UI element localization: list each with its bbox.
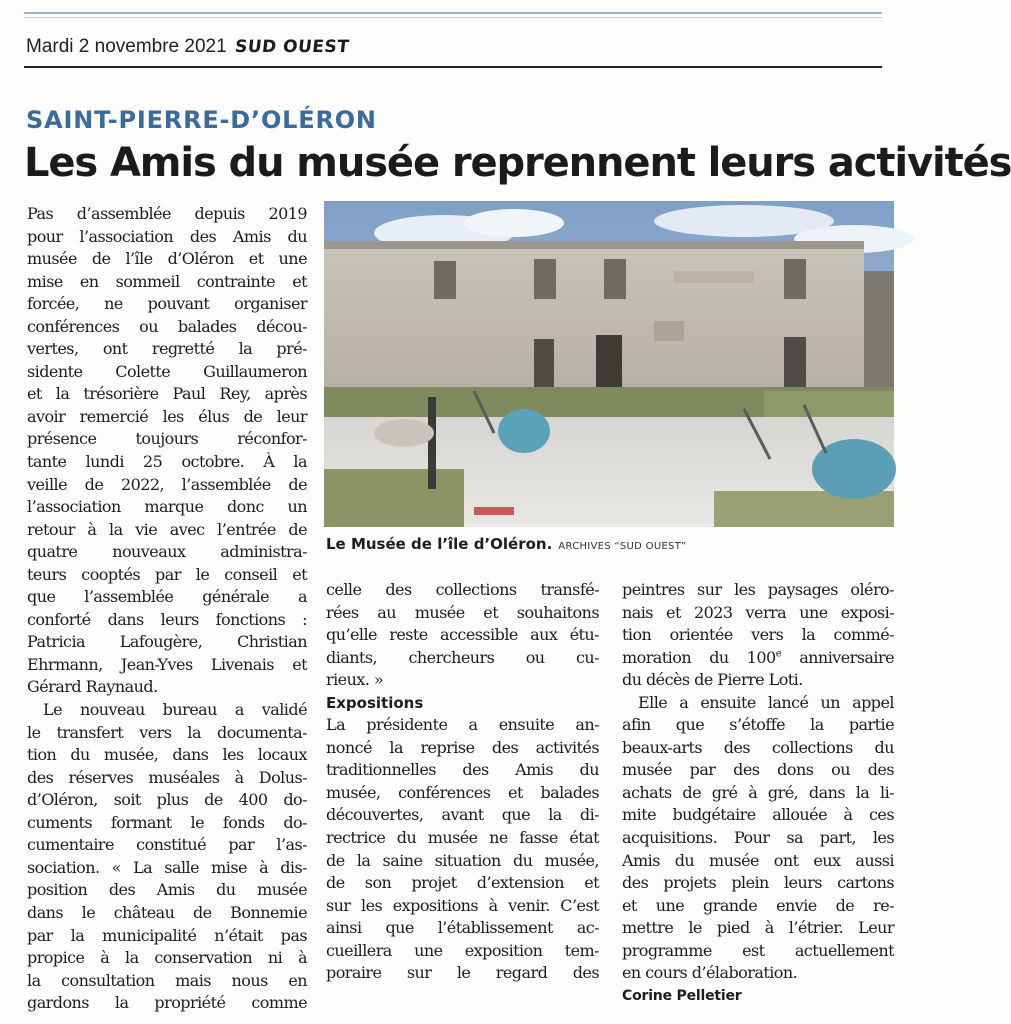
text-line: sociation. « La salle mise à dis- bbox=[27, 857, 307, 877]
newspaper-name: SUD OUEST bbox=[233, 37, 351, 57]
text-line: position des Amis du musée bbox=[27, 880, 307, 900]
text-line: cueillera une exposition tem- bbox=[326, 940, 599, 960]
subhead-expositions: Expositions bbox=[326, 693, 424, 712]
text-line: beaux-arts des collections du bbox=[622, 737, 894, 757]
text-line: Ehrmann, Jean-Yves Livenais et bbox=[27, 654, 307, 674]
text-line: mettre le pied à l’étrier. Leur bbox=[622, 918, 894, 938]
text-line: vertes, ont regretté la pré- bbox=[27, 339, 307, 359]
text-line: quatre nouveaux administra- bbox=[27, 542, 307, 562]
masthead-rule bbox=[24, 66, 882, 68]
text-line: de son projet d’extension et bbox=[326, 873, 599, 893]
text-line: pour l’association des Amis du bbox=[27, 226, 307, 246]
text-line: Pas d’assemblée depuis 2019 bbox=[27, 204, 307, 223]
text-line: musée de l’île d’Oléron et une bbox=[27, 249, 307, 269]
text-line: forcée, ne pouvant organiser bbox=[27, 294, 307, 314]
text-line: La présidente a ensuite an- bbox=[326, 715, 599, 735]
text-line: cuments formant le fonds do- bbox=[27, 812, 307, 832]
text-line: sur les expositions à venir. C’est bbox=[326, 895, 599, 915]
text-line: teurs cooptés par le conseil et bbox=[27, 564, 307, 584]
text-line: conforté dans leurs fonctions : bbox=[27, 609, 307, 629]
text-line: veille de 2022, l’assemblée de bbox=[27, 474, 307, 494]
text-line: mite budgétaire allouée à ces bbox=[622, 805, 894, 825]
text-line: et la trésorière Paul Rey, après bbox=[27, 384, 307, 404]
text-line: rées au musée et souhaitons bbox=[326, 602, 599, 622]
photo-caption bbox=[326, 535, 896, 553]
text-line: noncé la reprise des activités bbox=[326, 737, 599, 757]
text-line: achats de gré à gré, dans la li- bbox=[622, 782, 894, 802]
text-line: retour à la vie avec l’entrée de bbox=[27, 519, 307, 539]
text-line: musée, conférences et balades bbox=[326, 782, 599, 802]
text-line: la consultation mais nous en bbox=[27, 970, 307, 990]
location-kicker: SAINT-PIERRE-D’OLÉRON bbox=[26, 106, 377, 134]
headline: Les Amis du musée reprennent leurs activités bbox=[24, 140, 1011, 186]
text-line: nais et 2023 verra une exposi- bbox=[622, 602, 894, 622]
text-line: acquisitions. Pour sa part, les bbox=[622, 828, 894, 848]
text-line: des projets plein leurs cartons bbox=[622, 873, 894, 893]
column-1 bbox=[27, 203, 307, 1015]
author-byline: Corine Pelletier bbox=[622, 987, 742, 1004]
text-line: tion orientée vers la commé- bbox=[622, 625, 894, 645]
text-line: Amis du musée ont eux aussi bbox=[622, 850, 894, 870]
column-3-text bbox=[622, 579, 894, 985]
text-line: le transfert vers la documenta- bbox=[27, 722, 307, 742]
text-line: moration du 100e anniversaire bbox=[622, 647, 894, 667]
text-line: qu’elle reste accessible aux étu- bbox=[326, 625, 599, 645]
text-line: de la saine situation du musée, bbox=[326, 850, 599, 870]
text-line: en cours d’élaboration. bbox=[622, 963, 798, 983]
column-2-top bbox=[326, 579, 599, 692]
text-line: dans le château de Bonnemie bbox=[27, 902, 307, 922]
text-line: tion du musée, dans les locaux bbox=[27, 745, 307, 765]
text-line: traditionnelles des Amis du bbox=[326, 760, 599, 780]
text-line: gardons la propriété comme bbox=[27, 993, 307, 1013]
text-line: ainsi que l’établissement ac- bbox=[326, 918, 599, 938]
text-line: rieux. » bbox=[326, 670, 384, 690]
text-line: diants, chercheurs ou cu- bbox=[326, 647, 599, 667]
top-rule-thin bbox=[24, 17, 882, 18]
text-line: afin que s’étoffe la partie bbox=[622, 715, 894, 735]
text-line: peintres sur les paysages oléro- bbox=[622, 580, 894, 599]
text-line: Le nouveau bureau a validé bbox=[43, 700, 307, 720]
text-line: mise en sommeil contrainte et bbox=[27, 271, 307, 291]
text-line: du décès de Pierre Loti. bbox=[622, 670, 803, 690]
text-line: Elle a ensuite lancé un appel bbox=[638, 692, 894, 712]
masthead bbox=[26, 36, 349, 60]
text-line: celle des collections transfé- bbox=[326, 580, 599, 599]
text-line: Gérard Raynaud. bbox=[27, 677, 158, 697]
issue-date: Mardi 2 novembre 2021 bbox=[26, 36, 227, 57]
text-line: l’association marque donc un bbox=[27, 497, 307, 517]
text-line: des réserves muséales à Dolus- bbox=[27, 767, 307, 787]
text-line: tante lundi 25 octobre. À la bbox=[27, 452, 307, 472]
text-line: avoir remercié les élus de leur bbox=[27, 406, 307, 426]
text-line: d’Oléron, soit plus de 400 do- bbox=[27, 790, 307, 810]
text-line: que l’assemblée générale a bbox=[27, 587, 307, 607]
column-2-bottom bbox=[326, 714, 599, 985]
column-2 bbox=[326, 579, 599, 985]
text-line: rectrice du musée ne fasse état bbox=[326, 828, 599, 848]
text-line: conférences ou balades décou- bbox=[27, 316, 307, 336]
text-line: musée par des dons ou des bbox=[622, 760, 894, 780]
column-3 bbox=[622, 579, 894, 1007]
text-line: Patricia Lafougère, Christian bbox=[27, 632, 307, 652]
text-line: cumentaire constitué par l’as- bbox=[27, 835, 307, 855]
top-rule bbox=[24, 12, 882, 14]
text-line: par la municipalité n’était pas bbox=[27, 925, 307, 945]
museum-photo bbox=[324, 201, 894, 527]
text-line: propice à la conservation ni à bbox=[27, 948, 307, 968]
text-line: sidente Colette Guillaumeron bbox=[27, 361, 307, 381]
text-line: découvertes, avant que la di- bbox=[326, 805, 599, 825]
text-line: présence toujours réconfor- bbox=[27, 429, 307, 449]
photo-credit: ARCHIVES “SUD OUEST” bbox=[558, 541, 687, 552]
caption-text: Le Musée de l’île d’Oléron. bbox=[326, 535, 553, 553]
text-line: programme est actuellement bbox=[622, 940, 894, 960]
text-line: et une grande envie de re- bbox=[622, 895, 894, 915]
text-line: poraire sur le regard des bbox=[326, 963, 599, 983]
